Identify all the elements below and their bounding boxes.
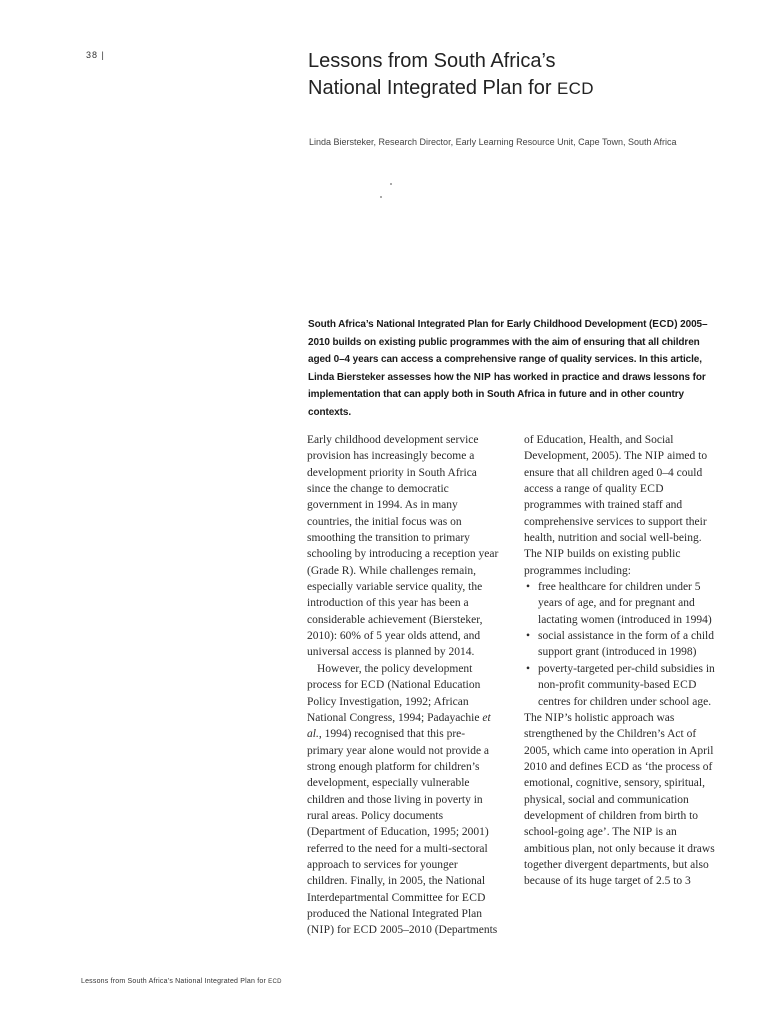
paragraph: of Education, Health, and Social Development, 2005). The NIP aimed to ensure that all children aged 0–4 could access a range of quality ECD programmes with trained staff and comprehensive services to support their health, nutrition and social well-being. The NIP builds on existing public programmes including: xyxy=(524,434,708,577)
scan-speck xyxy=(390,183,392,185)
title-abbr: ECD xyxy=(557,79,594,98)
scan-speck xyxy=(380,196,382,198)
list-item: • poverty-targeted per-child subsidies in non-profit community-based ECD centres for children under school age. xyxy=(524,661,716,710)
page-number: 38 | xyxy=(86,50,105,60)
body-column-left xyxy=(307,432,499,939)
running-footer: Lessons from South Africa’s National Integrated Plan for ECD xyxy=(81,978,282,985)
paragraph: Early childhood development service provision has increasingly become a development priority in South Africa since the change to democratic government in 1994. As in many countries, the initial focus was on smoothing the transition to primary schooling by introducing a reception year (Grade R). While challenges remain, especially variable service quality, the introduction of this year has been a considerable achievement (Biersteker, 2010): 60% of 5 year olds attend, and universal access is planned by 2014. xyxy=(307,434,499,659)
list-item: • social assistance in the form of a child support grant (introduced in 1998) xyxy=(524,628,716,661)
author-byline: Linda Biersteker, Research Director, Early Learning Resource Unit, Cape Town, South Africa xyxy=(309,137,677,147)
title-line-2: National Integrated Plan for xyxy=(308,77,558,99)
programme-list xyxy=(524,579,716,710)
title-line-1: Lessons from South Africa’s xyxy=(308,50,556,72)
article-abstract: South Africa’s National Integrated Plan for Early Childhood Development (ECD) 2005–2010 builds on existing public programmes with the aim of ensuring that all children aged 0–4 years can access a comprehensive range of quality services. In this article, Linda Biersteker assesses how the NIP has worked in practice and draws lessons for implementation that can apply both in South Africa in future and in other country contexts. xyxy=(308,319,708,418)
body-column-right xyxy=(524,432,716,890)
paragraph: The NIP’s holistic approach was strengthened by the Children’s Act of 2005, which came into operation in April 2010 and defines ECD as ‘the process of emotional, cognitive, sensory, spiritual, physical, social and communication development of children from birth to school-going age’. The NIP is an ambitious plan, not only because it draws together divergent departments, but also because of its huge target of 2.5 to 3 xyxy=(524,711,715,888)
article-title xyxy=(308,48,728,102)
list-item: • free healthcare for children under 5 years of age, and for pregnant and lactating women (introduced in 1994) xyxy=(524,579,716,628)
paragraph: However, the policy development process for ECD (National Education Policy Investigation, 1992; African National Congress, 1994; Padayachie et al., 1994) recognised that this pre-primary year alone would not provide a strong enough platform for children’s development, especially vulnerable children and those living in poverty in rural areas. Policy documents (Department of Education, 1995; 2001) referred to the need for a multi-sectoral approach to services for younger children. Finally, in 2005, the National Interdepartmental Committee for ECD produced the National Integrated Plan (NIP) for ECD 2005–2010 (Departments xyxy=(307,662,498,937)
